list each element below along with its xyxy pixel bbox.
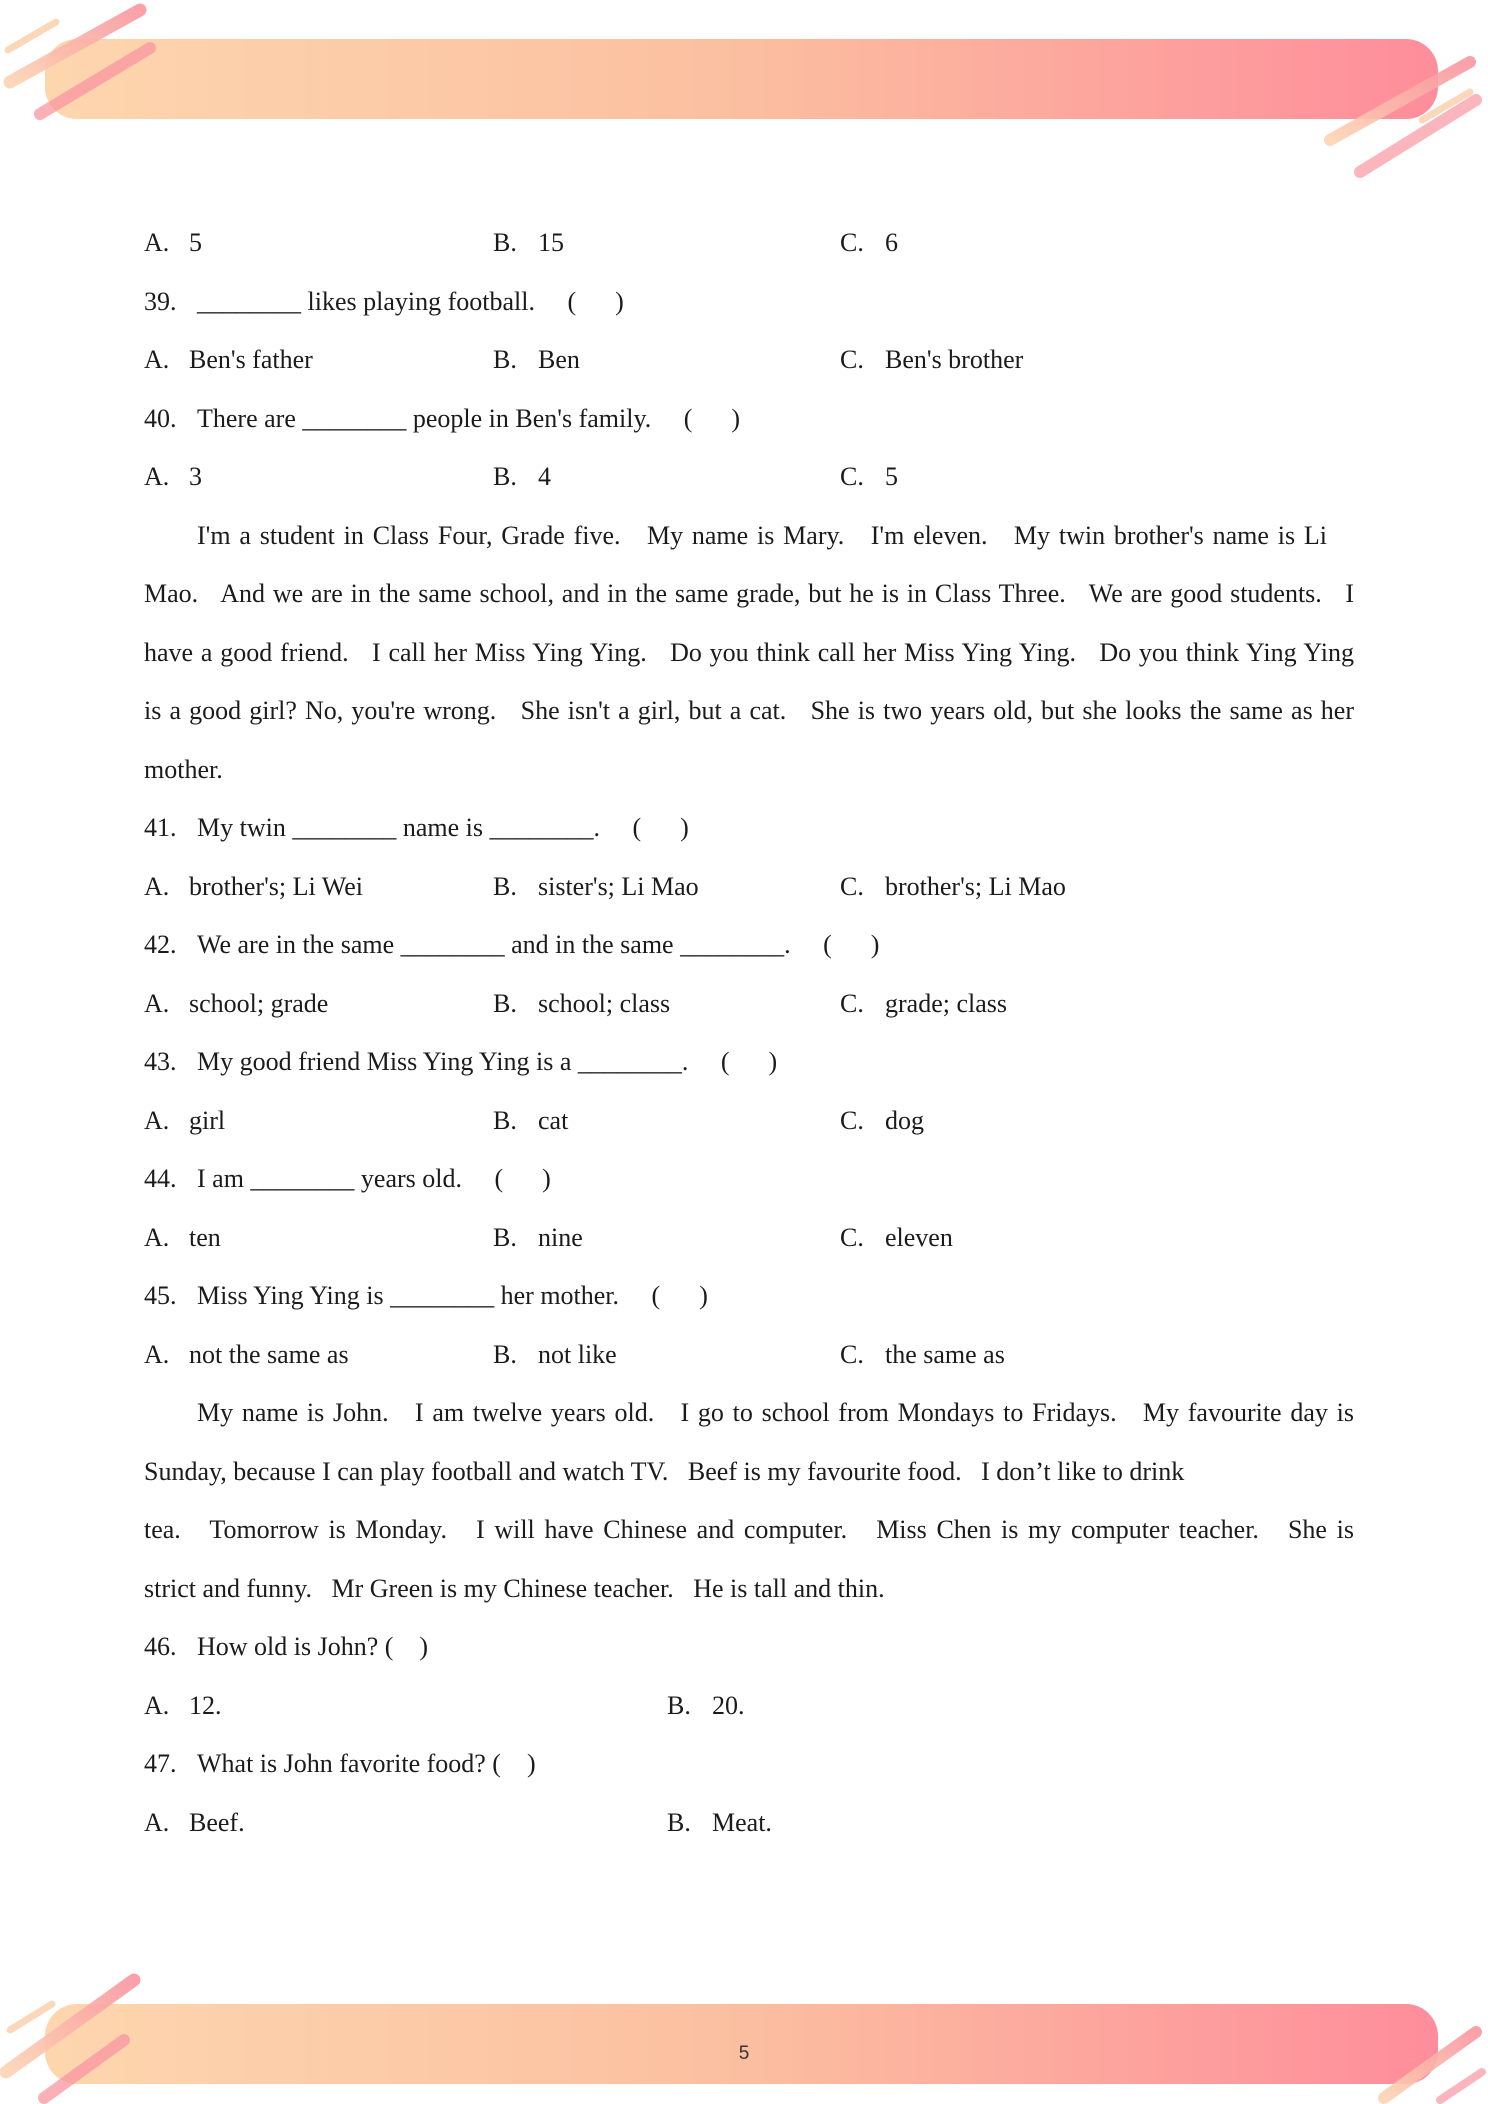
option-text: sister's; Li Mao bbox=[538, 871, 699, 901]
option-a bbox=[144, 858, 363, 917]
option-label: A. bbox=[144, 988, 170, 1018]
header-stripe bbox=[8, 22, 56, 50]
question-40 bbox=[144, 390, 1354, 449]
option-label: A. bbox=[144, 871, 170, 901]
option-text: Ben bbox=[538, 345, 580, 374]
footer-stripe bbox=[10, 2004, 52, 2030]
option-text: school; grade bbox=[189, 988, 329, 1018]
option-b bbox=[493, 214, 564, 273]
passage-mary-line: have a good friend. I call her Miss Ying Ying. Do you think call her Miss Ying Ying. Do you think Ying Ying bbox=[144, 637, 1354, 667]
option-label: B. bbox=[493, 462, 517, 491]
option-text: 5 bbox=[885, 462, 898, 491]
passage-john-line: tea. Tomorrow is Monday. I will have Chinese and computer. Miss Chen is my computer teacher. She is bbox=[144, 1515, 1354, 1544]
option-text: Meat. bbox=[712, 1807, 772, 1837]
option-label: A. bbox=[144, 1807, 170, 1837]
page-number: 5 bbox=[738, 2043, 750, 2064]
worksheet-content bbox=[144, 214, 1354, 1852]
question-number: 42. bbox=[144, 930, 177, 959]
option-text: 20. bbox=[712, 1690, 745, 1720]
option-text: not the same as bbox=[189, 1339, 349, 1369]
question-stem: My twin ________ name is ________. ( ) bbox=[197, 813, 689, 842]
question-41 bbox=[144, 799, 1354, 858]
option-a bbox=[144, 975, 328, 1034]
option-a bbox=[144, 214, 202, 273]
option-text: 3 bbox=[189, 462, 202, 491]
option-a bbox=[144, 1794, 245, 1853]
option-text: brother's; Li Wei bbox=[189, 871, 363, 901]
option-c bbox=[840, 1209, 953, 1268]
option-text: 12. bbox=[189, 1690, 222, 1720]
option-label: B. bbox=[493, 1222, 517, 1252]
option-label: A. bbox=[144, 1339, 170, 1369]
header-banner-bar bbox=[45, 39, 1438, 119]
option-text: cat bbox=[538, 1105, 569, 1135]
question-stem: How old is John? ( ) bbox=[197, 1632, 429, 1661]
option-a bbox=[144, 1209, 221, 1268]
option-label: A. bbox=[144, 1105, 170, 1135]
footer-stripe bbox=[1440, 2072, 1482, 2100]
question-number: 47. bbox=[144, 1749, 177, 1778]
option-label: B. bbox=[493, 345, 517, 374]
option-label: C. bbox=[840, 462, 864, 491]
option-a bbox=[144, 331, 313, 390]
option-b bbox=[493, 1326, 617, 1385]
option-text: Ben's father bbox=[189, 345, 313, 374]
footer-banner bbox=[6, 1980, 1482, 2100]
question-42 bbox=[144, 916, 1354, 975]
question-number: 44. bbox=[144, 1164, 177, 1193]
option-text: ten bbox=[189, 1222, 221, 1252]
question-stem: I am ________ years old. ( ) bbox=[197, 1164, 551, 1193]
option-b bbox=[667, 1677, 745, 1736]
option-label: A. bbox=[144, 1690, 170, 1720]
question-41-options bbox=[144, 858, 1354, 917]
question-number: 41. bbox=[144, 813, 177, 842]
option-b bbox=[667, 1794, 772, 1853]
question-46-options bbox=[144, 1677, 1354, 1736]
question-38-options bbox=[144, 214, 1354, 273]
question-number: 46. bbox=[144, 1632, 177, 1661]
question-44 bbox=[144, 1150, 1354, 1209]
option-b bbox=[493, 858, 699, 917]
option-c bbox=[840, 975, 1007, 1034]
option-label: C. bbox=[840, 345, 864, 374]
question-39 bbox=[144, 273, 1354, 332]
option-text: dog bbox=[885, 1105, 924, 1135]
option-c bbox=[840, 1326, 1005, 1385]
option-text: school; class bbox=[538, 988, 671, 1018]
option-label: B. bbox=[493, 871, 517, 901]
option-a bbox=[144, 1092, 225, 1151]
option-label: C. bbox=[840, 1105, 864, 1135]
question-39-options bbox=[144, 331, 1354, 390]
option-text: Beef. bbox=[189, 1807, 245, 1837]
option-label: C. bbox=[840, 871, 864, 901]
option-label: C. bbox=[840, 1222, 864, 1252]
option-label: C. bbox=[840, 988, 864, 1018]
question-47 bbox=[144, 1735, 1354, 1794]
question-stem: There are ________ people in Ben's family. ( ) bbox=[197, 403, 741, 433]
question-45-options bbox=[144, 1326, 1354, 1385]
question-stem: ________ likes playing football. ( ) bbox=[197, 286, 624, 316]
option-label: B. bbox=[493, 1105, 517, 1135]
option-text: eleven bbox=[885, 1222, 953, 1252]
question-47-options bbox=[144, 1794, 1354, 1853]
option-label: B. bbox=[493, 1339, 517, 1369]
question-44-options bbox=[144, 1209, 1354, 1268]
header-banner bbox=[8, 10, 1476, 172]
passage-john-line: strict and funny. Mr Green is my Chinese teacher. He is tall and thin. bbox=[144, 1573, 885, 1603]
option-text: 4 bbox=[538, 462, 551, 491]
passage-john-line: My name is John. I am twelve years old. I go to school from Mondays to Fridays. My favourite day is bbox=[197, 1398, 1354, 1427]
option-a bbox=[144, 1677, 222, 1736]
option-label: A. bbox=[144, 462, 170, 491]
question-42-options bbox=[144, 975, 1354, 1034]
question-stem: Miss Ying Ying is ________ her mother. ( ) bbox=[197, 1281, 708, 1310]
question-number: 43. bbox=[144, 1047, 177, 1076]
option-c bbox=[840, 448, 898, 507]
option-text: not like bbox=[538, 1339, 617, 1369]
question-stem: My good friend Miss Ying Ying is a ________. ( ) bbox=[197, 1047, 778, 1076]
question-46 bbox=[144, 1618, 1354, 1677]
question-40-options bbox=[144, 448, 1354, 507]
option-label: B. bbox=[493, 988, 517, 1018]
question-stem: We are in the same ________ and in the same ________. ( ) bbox=[197, 930, 880, 959]
question-43-options bbox=[144, 1092, 1354, 1151]
option-text: grade; class bbox=[885, 988, 1008, 1018]
option-text: brother's; Li Mao bbox=[885, 871, 1066, 901]
passage-mary-line: is a good girl? No, you're wrong. She isn't a girl, but a cat. She is two years old, but she looks the same as her bbox=[144, 696, 1354, 725]
passage-mary-line: mother. bbox=[144, 754, 223, 784]
option-a bbox=[144, 448, 202, 507]
option-text: 15 bbox=[538, 228, 564, 257]
option-text: 5 bbox=[189, 228, 202, 257]
option-label: B. bbox=[667, 1690, 691, 1720]
option-label: B. bbox=[493, 228, 517, 257]
option-a bbox=[144, 1326, 349, 1385]
option-text: the same as bbox=[885, 1339, 1005, 1369]
option-b bbox=[493, 448, 551, 507]
option-text: nine bbox=[538, 1222, 583, 1252]
question-number: 45. bbox=[144, 1281, 177, 1310]
passage-mary-line: I'm a student in Class Four, Grade five. My name is Mary. I'm eleven. My twin brother's name is Li bbox=[197, 520, 1327, 550]
option-c bbox=[840, 1092, 924, 1151]
option-c bbox=[840, 858, 1066, 917]
passage-mary-line: Mao. And we are in the same school, and in the same grade, but he is in Class Three. We are good students. I bbox=[144, 579, 1354, 608]
option-b bbox=[493, 1092, 568, 1151]
option-b bbox=[493, 331, 580, 390]
option-b bbox=[493, 1209, 583, 1268]
passage-john-line: Sunday, because I can play football and watch TV. Beef is my favourite food. I don’t like to drink bbox=[144, 1456, 1185, 1486]
question-45 bbox=[144, 1267, 1354, 1326]
option-label: C. bbox=[840, 228, 864, 257]
option-text: Ben's brother bbox=[885, 345, 1024, 374]
option-label: B. bbox=[667, 1807, 691, 1837]
option-label: A. bbox=[144, 228, 170, 257]
option-label: C. bbox=[840, 1339, 864, 1369]
option-label: A. bbox=[144, 1222, 170, 1252]
option-b bbox=[493, 975, 670, 1034]
question-number: 39. bbox=[144, 286, 177, 316]
question-43 bbox=[144, 1033, 1354, 1092]
option-label: A. bbox=[144, 345, 170, 374]
option-c bbox=[840, 214, 898, 273]
option-c bbox=[840, 331, 1023, 390]
option-text: girl bbox=[189, 1105, 226, 1135]
question-stem: What is John favorite food? ( ) bbox=[197, 1749, 536, 1778]
option-text: 6 bbox=[885, 228, 898, 257]
question-number: 40. bbox=[144, 403, 177, 433]
